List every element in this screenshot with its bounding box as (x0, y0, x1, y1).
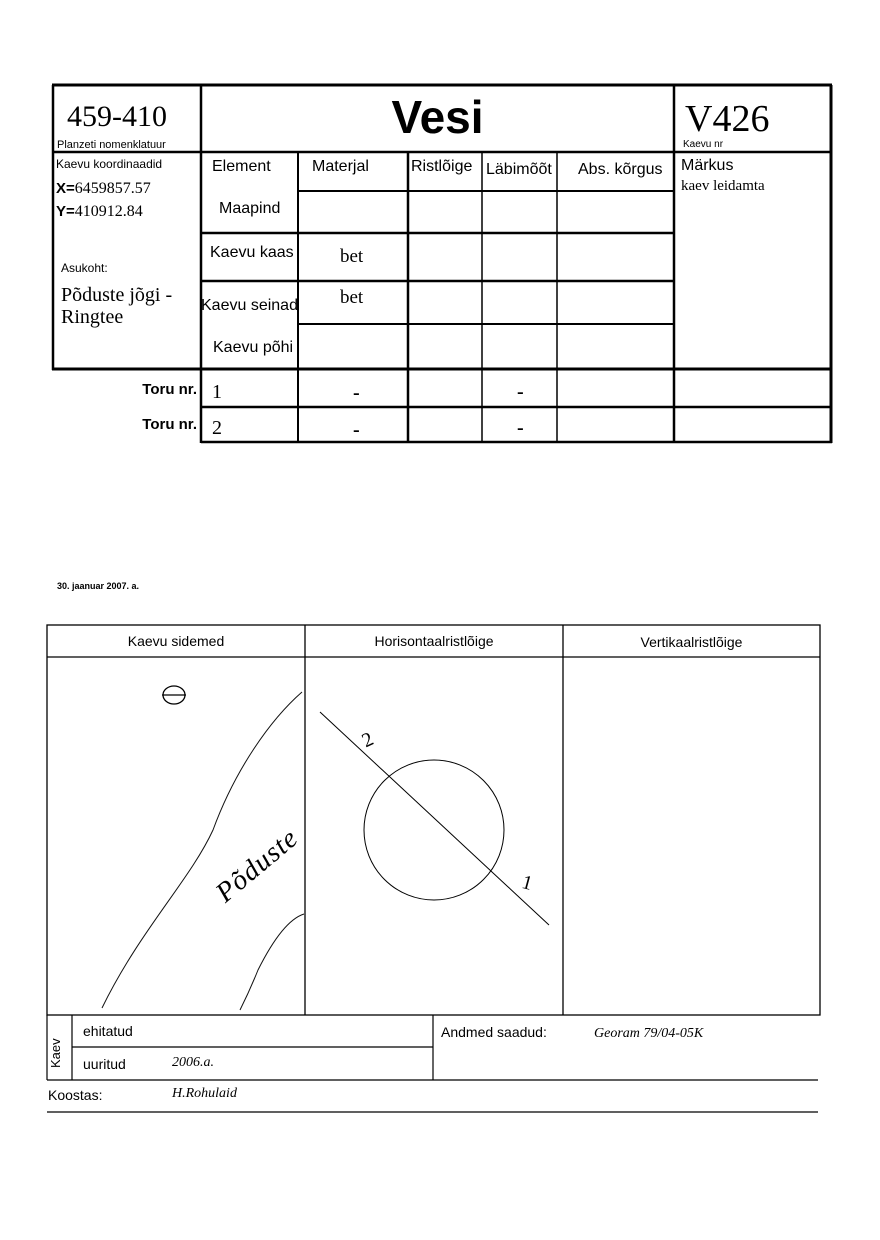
location-line-1: Põduste jõgi - (61, 284, 173, 306)
surveyed-label: uuritud (83, 1056, 126, 1072)
nomenclature-label: Planzeti nomenklatuur (57, 139, 166, 151)
header-vertical-section: Vertikaalristlõige (640, 634, 743, 650)
pipe-1-number: 1 (212, 381, 222, 403)
x-value: 6459857.57 (74, 180, 151, 197)
element-row-1: Maapind (219, 200, 281, 217)
data-source-value: Georam 79/04-05K (594, 1026, 704, 1041)
pipe-2-diameter: - (517, 417, 524, 439)
document-date: 30. jaanuar 2007. a. (57, 581, 140, 591)
well-side-label: Kaev (48, 1038, 63, 1068)
remarks-label: Märkus (681, 157, 734, 174)
material-row-3: bet (340, 287, 364, 308)
handwritten-river-label: Põduste (210, 822, 305, 909)
pipe-label-1: 1 (519, 871, 535, 895)
header-well-links: Kaevu sidemed (127, 633, 225, 649)
y-coordinate (56, 203, 143, 221)
remarks-value: kaev leidamta (681, 178, 765, 194)
header-cross-section: Ristlõige (411, 158, 473, 175)
element-row-4: Kaevu põhi (213, 339, 294, 356)
minus-circle-icon (162, 686, 186, 704)
x-coordinate (56, 180, 151, 198)
header-horizontal-section: Horisontaalristlõige (374, 633, 494, 649)
location-line-2: Ringtee (61, 306, 124, 328)
compiled-label: Koostas: (48, 1087, 103, 1103)
header-material: Materjal (312, 158, 369, 175)
well-number: V426 (685, 98, 770, 140)
compiled-value: H.Rohulaid (172, 1086, 237, 1101)
well-number-label: Kaevu nr (683, 139, 724, 150)
location-label: Asukoht: (61, 261, 108, 275)
pipe-1-material: - (353, 382, 360, 404)
pipe-2-material: - (353, 419, 360, 441)
x-label: X= (56, 180, 75, 197)
pipe-2-number: 2 (212, 417, 222, 439)
y-label: Y= (56, 203, 75, 220)
element-row-2: Kaevu kaas (210, 244, 294, 261)
location-value (61, 284, 172, 328)
pipe-1-diameter: - (517, 381, 524, 403)
nomenclature-value: 459-410 (67, 100, 167, 133)
pipe-1-label: Toru nr. (142, 381, 197, 398)
material-row-2: bet (340, 246, 364, 267)
well-cross-section (320, 712, 549, 925)
pipe-label-2: 2 (358, 727, 377, 753)
built-label: ehitatud (83, 1023, 133, 1039)
pipe-2-label: Toru nr. (142, 416, 197, 433)
header-element: Element (212, 158, 271, 175)
data-source-label: Andmed saadud: (441, 1024, 547, 1040)
element-row-3: Kaevu seinad (201, 297, 298, 314)
coordinates-label: Kaevu koordinaadid (56, 157, 163, 171)
page-title: Vesi (391, 91, 484, 143)
header-diameter: Läbimõõt (486, 161, 552, 178)
header-abs-height: Abs. kõrgus (578, 161, 663, 178)
y-value: 410912.84 (74, 203, 143, 220)
surveyed-value: 2006.a. (172, 1055, 214, 1070)
